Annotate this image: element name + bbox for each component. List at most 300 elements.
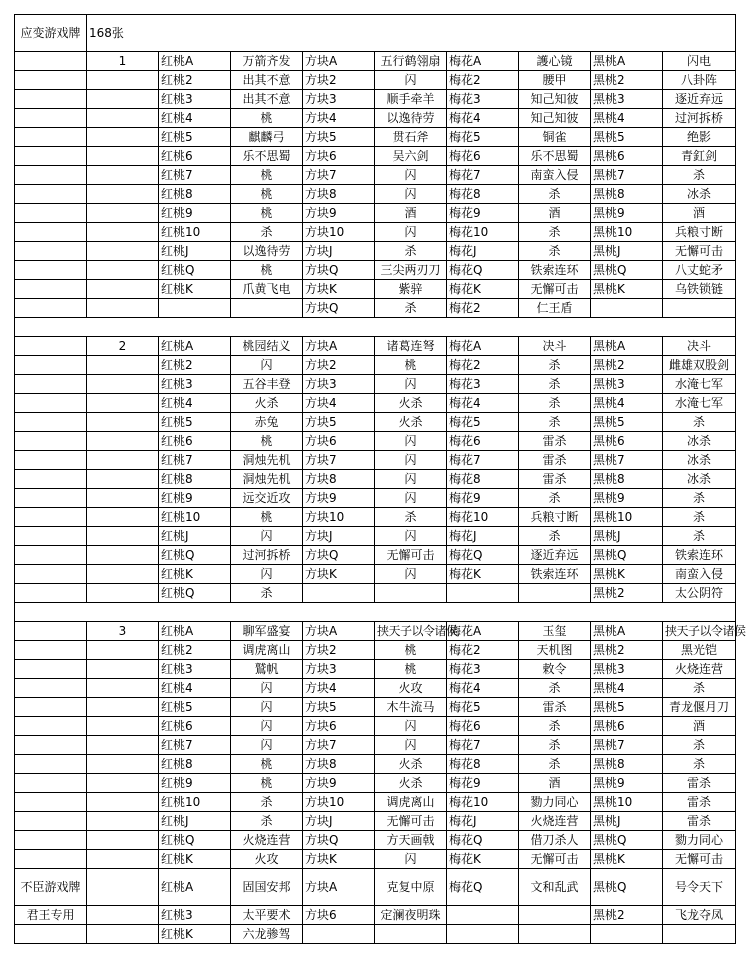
card-code: 黑桃9 (591, 489, 663, 508)
mode-cell (15, 660, 87, 679)
card-code: 梅花4 (447, 109, 519, 128)
group-number (87, 793, 159, 812)
card-code: 梅花10 (447, 223, 519, 242)
card-code: 方块4 (303, 109, 375, 128)
group-number (87, 204, 159, 223)
empty-cell (303, 925, 375, 944)
card-count: 168张 (87, 15, 736, 52)
mode-cell (15, 679, 87, 698)
card-name: 冰杀 (663, 432, 736, 451)
card-name: 杀 (519, 489, 591, 508)
card-code: 红桃K (159, 925, 231, 944)
card-name: 杀 (519, 527, 591, 546)
group-number (87, 432, 159, 451)
mode-cell (15, 755, 87, 774)
mode-cell (15, 90, 87, 109)
card-code: 黑桃J (591, 242, 663, 261)
card-code: 红桃J (159, 527, 231, 546)
card-code (447, 906, 519, 925)
mode-cell (15, 147, 87, 166)
card-code: 方块3 (303, 90, 375, 109)
table-row (15, 280, 736, 299)
card-name: 冰杀 (663, 185, 736, 204)
mode-cell (15, 299, 87, 318)
card-code: 黑桃A (591, 622, 663, 641)
card-code: 方块A (303, 622, 375, 641)
mode-cell (15, 584, 87, 603)
card-code: 梅花5 (447, 698, 519, 717)
card-code: 方块4 (303, 394, 375, 413)
mode-cell (15, 546, 87, 565)
card-name: 南蛮入侵 (663, 565, 736, 584)
table-row (15, 850, 736, 869)
card-code: 梅花8 (447, 755, 519, 774)
group-number (87, 261, 159, 280)
special-row (15, 906, 736, 925)
card-name: 杀 (663, 679, 736, 698)
card-name: 闪 (375, 432, 447, 451)
card-name: 杀 (231, 584, 303, 603)
card-name: 杀 (663, 527, 736, 546)
spacer-row (15, 603, 736, 622)
card-name: 闪 (231, 565, 303, 584)
card-name: 火杀 (375, 394, 447, 413)
table-row (15, 489, 736, 508)
card-name: 火杀 (231, 394, 303, 413)
card-code: 梅花A (447, 52, 519, 71)
mode-cell (15, 736, 87, 755)
card-name: 火攻 (231, 850, 303, 869)
mode-cell (15, 774, 87, 793)
card-code: 黑桃4 (591, 679, 663, 698)
table-row (15, 736, 736, 755)
card-name: 雷杀 (663, 812, 736, 831)
mode-cell (15, 831, 87, 850)
card-name: 五行鹤翎扇 (375, 52, 447, 71)
card-name: 铜雀 (519, 128, 591, 147)
group-number (87, 679, 159, 698)
table-row (15, 356, 736, 375)
table-row (15, 71, 736, 90)
card-name: 吴六剑 (375, 147, 447, 166)
card-code: 红桃7 (159, 736, 231, 755)
card-name: 青釭剑 (663, 147, 736, 166)
table-row (15, 641, 736, 660)
card-name: 雷杀 (519, 698, 591, 717)
card-name: 方天画戟 (375, 831, 447, 850)
group-number (87, 774, 159, 793)
card-code: 方块9 (303, 774, 375, 793)
card-code: 黑桃A (591, 52, 663, 71)
mode-cell (15, 337, 87, 356)
card-code: 梅花Q (447, 261, 519, 280)
card-name: 腰甲 (519, 71, 591, 90)
table-row (15, 394, 736, 413)
card-code: 方块6 (303, 432, 375, 451)
mode-cell (15, 166, 87, 185)
card-name: 酒 (375, 204, 447, 223)
card-name: 杀 (519, 679, 591, 698)
card-name: 爪黄飞电 (231, 280, 303, 299)
card-name: 桃 (231, 109, 303, 128)
card-code: 黑桃6 (591, 147, 663, 166)
card-name: 号令天下 (663, 869, 736, 906)
card-code: 红桃3 (159, 375, 231, 394)
card-code: 黑桃3 (591, 375, 663, 394)
card-code: 方块10 (303, 508, 375, 527)
card-code: 黑桃2 (591, 906, 663, 925)
card-code: 方块8 (303, 185, 375, 204)
group-number (87, 394, 159, 413)
group-number (87, 584, 159, 603)
card-code: 方块10 (303, 793, 375, 812)
card-name: 闪 (375, 185, 447, 204)
card-name: 无懈可击 (519, 280, 591, 299)
table-row (15, 584, 736, 603)
card-name: 决斗 (519, 337, 591, 356)
card-code: 黑桃2 (591, 71, 663, 90)
group-number (87, 660, 159, 679)
table-row (15, 451, 736, 470)
card-code: 梅花K (447, 565, 519, 584)
table-row (15, 128, 736, 147)
card-code: 黑桃5 (591, 128, 663, 147)
card-code: 梅花A (447, 337, 519, 356)
card-code: 红桃10 (159, 223, 231, 242)
group-number (87, 185, 159, 204)
spacer-cell (15, 603, 736, 622)
table-row (15, 660, 736, 679)
group-number (87, 71, 159, 90)
mode-cell (15, 261, 87, 280)
card-code: 红桃A (159, 337, 231, 356)
card-name: 闪 (231, 717, 303, 736)
card-code: 方块7 (303, 451, 375, 470)
card-name: 五谷丰登 (231, 375, 303, 394)
card-code: 黑桃Q (591, 869, 663, 906)
card-name: 克复中原 (375, 869, 447, 906)
card-code: 红桃9 (159, 204, 231, 223)
card-name: 杀 (519, 413, 591, 432)
card-code: 方块6 (303, 906, 375, 925)
group-number (87, 717, 159, 736)
card-code: 梅花Q (447, 869, 519, 906)
card-name: 火烧连营 (231, 831, 303, 850)
card-name: 赤兔 (231, 413, 303, 432)
group-number (87, 527, 159, 546)
table-row (15, 413, 736, 432)
card-code: 黑桃8 (591, 185, 663, 204)
card-name: 无懈可击 (663, 850, 736, 869)
group-number (87, 736, 159, 755)
card-name: 闪 (375, 565, 447, 584)
group-number (87, 641, 159, 660)
card-name: 仁王盾 (519, 299, 591, 318)
card-name: 桃 (375, 660, 447, 679)
group-number: 3 (87, 622, 159, 641)
card-name (663, 299, 736, 318)
group-number (87, 375, 159, 394)
card-name: 闪 (231, 698, 303, 717)
card-code: 方块5 (303, 698, 375, 717)
card-code: 红桃8 (159, 755, 231, 774)
card-code: 黑桃7 (591, 166, 663, 185)
card-name: 三尖两刃刀 (375, 261, 447, 280)
table-row (15, 546, 736, 565)
card-code: 黑桃2 (591, 356, 663, 375)
card-name: 杀 (519, 375, 591, 394)
card-name: 酒 (663, 717, 736, 736)
card-code: 黑桃8 (591, 470, 663, 489)
card-name (375, 584, 447, 603)
card-code: 梅花2 (447, 299, 519, 318)
card-code: 方块A (303, 337, 375, 356)
card-name: 雷杀 (663, 793, 736, 812)
card-code: 方块5 (303, 413, 375, 432)
group-number (87, 128, 159, 147)
card-code: 梅花5 (447, 128, 519, 147)
card-name: 杀 (519, 242, 591, 261)
card-code: 方块2 (303, 71, 375, 90)
table-row (15, 109, 736, 128)
card-name: 火杀 (375, 755, 447, 774)
card-name: 火烧连营 (663, 660, 736, 679)
group-number (87, 508, 159, 527)
card-code: 梅花A (447, 622, 519, 641)
mode-cell (15, 451, 87, 470)
mode-cell (15, 489, 87, 508)
card-code: 黑桃9 (591, 204, 663, 223)
card-code: 方块A (303, 869, 375, 906)
card-code: 红桃3 (159, 660, 231, 679)
card-code: 梅花K (447, 850, 519, 869)
card-code: 方块J (303, 527, 375, 546)
card-code: 梅花8 (447, 470, 519, 489)
table-row (15, 698, 736, 717)
card-code: 黑桃6 (591, 432, 663, 451)
card-code: 红桃Q (159, 831, 231, 850)
card-code: 红桃6 (159, 717, 231, 736)
card-name: 杀 (663, 166, 736, 185)
card-code: 黑桃6 (591, 717, 663, 736)
group-number (87, 906, 159, 925)
card-code: 黑桃A (591, 337, 663, 356)
table-row (15, 793, 736, 812)
table-row (15, 812, 736, 831)
card-name: 以逸待劳 (375, 109, 447, 128)
group-number (87, 546, 159, 565)
card-name: 定澜夜明珠 (375, 906, 447, 925)
table-row (15, 679, 736, 698)
card-name: 过河拆桥 (231, 546, 303, 565)
card-code: 梅花9 (447, 204, 519, 223)
card-code: 黑桃10 (591, 223, 663, 242)
card-code: 方块10 (303, 223, 375, 242)
card-name: 闪 (375, 489, 447, 508)
card-code: 红桃2 (159, 641, 231, 660)
card-name: 闪 (375, 451, 447, 470)
table-row (15, 299, 736, 318)
card-code: 梅花J (447, 527, 519, 546)
card-name: 太公阴符 (663, 584, 736, 603)
card-code: 红桃K (159, 280, 231, 299)
card-name: 杀 (519, 717, 591, 736)
card-name: 護心镜 (519, 52, 591, 71)
card-name: 闪 (375, 375, 447, 394)
card-code: 梅花3 (447, 90, 519, 109)
card-name (519, 584, 591, 603)
card-code: 黑桃3 (591, 90, 663, 109)
card-code: 红桃4 (159, 109, 231, 128)
table-row (15, 622, 736, 641)
card-name: 杀 (519, 736, 591, 755)
group-number (87, 925, 159, 944)
card-name: 闪 (375, 166, 447, 185)
group-number (87, 451, 159, 470)
card-code: 红桃8 (159, 185, 231, 204)
card-name: 水淹七军 (663, 394, 736, 413)
group-number (87, 413, 159, 432)
card-name: 杀 (231, 812, 303, 831)
card-name: 雷杀 (519, 451, 591, 470)
card-name: 勠力同心 (519, 793, 591, 812)
spacer-row (15, 318, 736, 337)
card-code: 方块3 (303, 660, 375, 679)
card-code: 方块Q (303, 546, 375, 565)
mode-cell (15, 52, 87, 71)
card-code: 红桃3 (159, 906, 231, 925)
card-name: 雷杀 (663, 774, 736, 793)
card-code: 红桃J (159, 242, 231, 261)
card-code: 梅花7 (447, 736, 519, 755)
card-name: 逐近弃远 (663, 90, 736, 109)
card-name: 火杀 (375, 413, 447, 432)
card-code: 黑桃4 (591, 394, 663, 413)
card-name: 调虎离山 (231, 641, 303, 660)
group-number (87, 489, 159, 508)
card-code: 黑桃J (591, 812, 663, 831)
card-code: 梅花5 (447, 413, 519, 432)
group-number (87, 299, 159, 318)
card-name: 木牛流马 (375, 698, 447, 717)
table-row (15, 90, 736, 109)
card-name: 杀 (519, 185, 591, 204)
card-name: 酒 (519, 204, 591, 223)
card-name: 青龙偃月刀 (663, 698, 736, 717)
card-name: 挟天子以令诸侯 (375, 622, 447, 641)
card-name: 冰杀 (663, 470, 736, 489)
card-code: 黑桃2 (591, 641, 663, 660)
card-code: 方块J (303, 242, 375, 261)
card-code: 红桃4 (159, 679, 231, 698)
card-name: 贯石斧 (375, 128, 447, 147)
card-name: 以逸待劳 (231, 242, 303, 261)
card-code: 方块8 (303, 470, 375, 489)
card-name: 乐不思蜀 (231, 147, 303, 166)
empty-cell (663, 925, 736, 944)
card-code: 黑桃9 (591, 774, 663, 793)
table-row (15, 166, 736, 185)
card-code: 梅花J (447, 812, 519, 831)
card-name: 无懈可击 (375, 546, 447, 565)
card-code: 方块3 (303, 375, 375, 394)
card-name: 太平要术 (231, 906, 303, 925)
spacer-cell (15, 318, 736, 337)
card-name: 无懈可击 (519, 850, 591, 869)
card-code: 黑桃K (591, 565, 663, 584)
empty-cell (591, 925, 663, 944)
table-row (15, 717, 736, 736)
group-number (87, 223, 159, 242)
card-name: 桃 (375, 641, 447, 660)
card-name: 洞烛先机 (231, 451, 303, 470)
card-code: 红桃Q (159, 546, 231, 565)
card-code: 梅花9 (447, 489, 519, 508)
card-code: 黑桃5 (591, 413, 663, 432)
card-code: 方块2 (303, 356, 375, 375)
card-name: 乌铁锁链 (663, 280, 736, 299)
card-name: 调虎离山 (375, 793, 447, 812)
mode-cell (15, 812, 87, 831)
card-name: 桃 (231, 508, 303, 527)
card-name: 铁索连环 (519, 261, 591, 280)
card-name: 杀 (231, 223, 303, 242)
mode-cell (15, 185, 87, 204)
table-row (15, 185, 736, 204)
card-name: 杀 (375, 242, 447, 261)
mode-cell (15, 622, 87, 641)
group-number (87, 109, 159, 128)
table-row (15, 204, 736, 223)
table-row (15, 52, 736, 71)
group-number (87, 280, 159, 299)
card-code: 梅花10 (447, 508, 519, 527)
card-code: 红桃K (159, 850, 231, 869)
card-name: 兵粮寸断 (663, 223, 736, 242)
mode-cell (15, 698, 87, 717)
card-code: 红桃Q (159, 584, 231, 603)
card-code: 黑桃10 (591, 793, 663, 812)
card-code: 方块J (303, 812, 375, 831)
card-code: 黑桃K (591, 850, 663, 869)
card-name: 无懈可击 (663, 242, 736, 261)
card-name: 鷲帆 (231, 660, 303, 679)
group-number (87, 565, 159, 584)
special-row (15, 869, 736, 906)
table-row (15, 223, 736, 242)
mode-cell (15, 71, 87, 90)
card-name: 杀 (663, 755, 736, 774)
card-code: 方块6 (303, 147, 375, 166)
empty-cell (519, 925, 591, 944)
card-name: 杀 (375, 508, 447, 527)
card-name: 桃园结义 (231, 337, 303, 356)
card-name: 八丈蛇矛 (663, 261, 736, 280)
card-name: 冰杀 (663, 451, 736, 470)
mode-label: 君王专用 (15, 906, 87, 925)
table-row (15, 432, 736, 451)
mode-cell (15, 242, 87, 261)
card-code: 梅花Q (447, 831, 519, 850)
card-name: 火烧连营 (519, 812, 591, 831)
card-name: 八卦阵 (663, 71, 736, 90)
card-code: 红桃10 (159, 508, 231, 527)
card-name: 杀 (663, 413, 736, 432)
card-code: 梅花8 (447, 185, 519, 204)
card-code: 方块7 (303, 166, 375, 185)
card-code: 红桃A (159, 622, 231, 641)
card-name: 酒 (519, 774, 591, 793)
